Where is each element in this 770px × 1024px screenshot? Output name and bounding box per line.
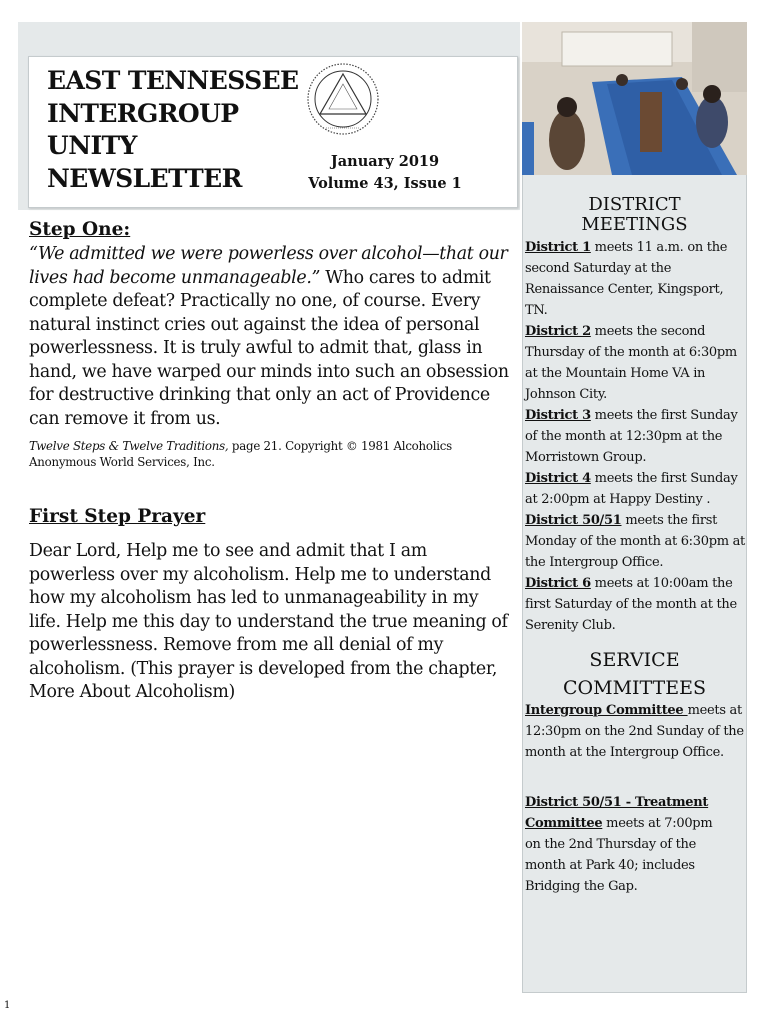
committee-name: District 50/51 - Treatment Committee bbox=[525, 795, 709, 831]
title-line: NEWSLETTER bbox=[47, 163, 242, 193]
district-details: meets at 10:00am the first Saturday of the month at the Serenity Club. bbox=[525, 576, 737, 633]
step-one-heading: Step One: bbox=[29, 219, 131, 240]
aa-triangle-seal-icon bbox=[306, 62, 380, 136]
district-details: meets the first Monday of the month at 6:30pm at the Intergroup Office. bbox=[525, 513, 745, 570]
district-name: District 6 bbox=[525, 576, 591, 591]
committee-name: Intergroup Committee bbox=[525, 703, 688, 718]
step-one-commentary: Who cares to admit complete defeat? Practically no one, of course. Every natural instinct cries out against the idea of personal powerlessness. It is truly awful to admit that, glass in hand, we have warped our minds into such an obsession for destructive drinking that only an act of Providence can remove it from us. bbox=[29, 267, 509, 429]
district-details: meets 11 a.m. on the second Saturday at the Renaissance Center, Kingsport, TN. bbox=[525, 240, 728, 318]
district-name: District 4 bbox=[525, 471, 591, 486]
committee-details: meets at 7:00pm on the 2nd Thursday of the month at Park 40; includes Bridging the Gap. bbox=[525, 816, 713, 894]
title-line: UNITY bbox=[47, 131, 137, 160]
committee-details: meets at 12:30pm on the 2nd Sunday of the month at the Intergroup Office. bbox=[525, 703, 744, 760]
issue-date: January 2019 bbox=[330, 153, 440, 170]
heading-line: MEETINGS bbox=[581, 214, 688, 235]
district-details: meets the first Sunday at 2:00pm at Happy Destiny . bbox=[525, 471, 738, 507]
citation-source: Twelve Steps & Twelve Traditions, bbox=[29, 439, 229, 453]
district-meetings-list bbox=[525, 237, 747, 636]
issue-volume: Volume 43, Issue 1 bbox=[308, 175, 462, 192]
district-entry bbox=[525, 237, 747, 321]
district-name: District 1 bbox=[525, 240, 591, 255]
district-entry bbox=[525, 573, 747, 636]
service-committees-heading bbox=[522, 646, 747, 702]
title-line: EAST TENNESSEE bbox=[47, 66, 299, 95]
district-name: District 50/51 bbox=[525, 513, 622, 528]
heading-line: COMMITTEES bbox=[563, 677, 706, 699]
district-meetings-heading bbox=[522, 195, 747, 235]
committee-entry bbox=[525, 700, 747, 763]
step-one-text bbox=[29, 243, 515, 431]
district-details: meets the second Thursday of the month at 6:30pm at the Mountain Home VA in Johnson City. bbox=[525, 324, 737, 402]
citation-copyright: page 21. Copyright © 1981 Alcoholics Anonymous World Services, Inc. bbox=[29, 439, 452, 469]
heading-line: SERVICE bbox=[589, 649, 680, 671]
step-one-citation bbox=[29, 438, 509, 470]
meeting-photo bbox=[522, 22, 747, 175]
district-name: District 3 bbox=[525, 408, 591, 423]
district-entry bbox=[525, 321, 747, 405]
title-line: INTERGROUP bbox=[47, 98, 239, 128]
district-entry bbox=[525, 510, 747, 573]
committee-entry bbox=[525, 792, 725, 897]
first-step-prayer-text: Dear Lord, Help me to see and admit that I am powerless over my alcoholism. Help me to understand how my alcoholism has led to unmanageability in my life. Help me this day to understand the true meaning of powerlessness. Remove from me all denial of my alcoholism. (This prayer is developed from the chapter, More About Alcoholism) bbox=[29, 541, 508, 702]
district-name: District 2 bbox=[525, 324, 591, 339]
step-one-quote: “We admitted we were powerless over alcohol—that our lives had become unmanageable.” bbox=[29, 244, 508, 288]
district-entry bbox=[525, 468, 747, 510]
page-number: 1 bbox=[4, 1000, 11, 1011]
district-entry bbox=[525, 405, 747, 468]
first-step-prayer-heading: First Step Prayer bbox=[29, 506, 206, 527]
newsletter-title bbox=[47, 65, 307, 195]
issue-info bbox=[300, 151, 470, 195]
heading-line: DISTRICT bbox=[588, 194, 681, 215]
district-details: meets the first Sunday of the month at 12:30pm at the Morristown Group. bbox=[525, 408, 738, 465]
